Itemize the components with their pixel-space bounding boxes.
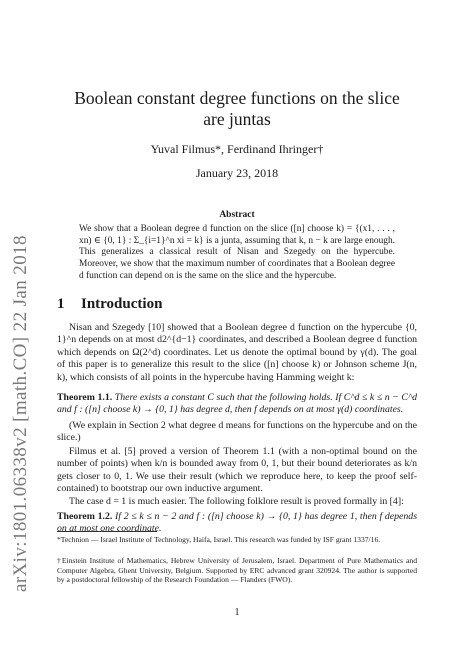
arxiv-identifier: arXiv:1801.06338v2 [math.CO] 22 Jan 2018	[10, 235, 31, 592]
theorem-1-1-text: There exists a constant C such that the following holds. If C^d ≤ k ≤ n − C^d and f : ([n] choose k) → {0, 1} has degree d, then f depends on at most γ(d) coordinates.	[57, 392, 417, 416]
theorem-1-1-label: Theorem 1.1.	[57, 392, 113, 403]
section-title: Introduction	[81, 296, 163, 312]
section-heading	[57, 296, 162, 313]
page-number: 1	[234, 607, 240, 618]
footnote-1: *Technion — Israel Institute of Technology, Haifa, Israel. This research was funded by ISF grant 1337/16.	[57, 535, 381, 544]
paragraph-filmus: Filmus et al. [5] proved a version of Theorem 1.1 (with a non-optimal bound on the number of points) when k/n is bounded away from 0, 1, but their bound deteriorates as k/n gets closer to 0, 1. We use their result (which we reproduce here, to keep the proof self-contained) to bootstrap our own inductive argument.	[57, 446, 417, 495]
section-number: 1	[57, 296, 65, 312]
theorem-1-1	[57, 392, 417, 417]
paragraph-intro: Nisan and Szegedy [10] showed that a Boolean degree d function on the hypercube {0, 1}^n depends on at most d2^{d−1} coordinates, and described a Boolean degree d function which depends on Ω(2^d) coordinates. Let us denote the optimal bound by γ(d). The goal of this paper is to generalize this result to the slice ([n] choose k) or Johnson scheme J(n, k), which consists of all points in the hypercube having Hamming weight k:	[57, 322, 417, 383]
theorem-1-2-text: If 2 ≤ k ≤ n − 2 and f : ([n] choose k) → {0, 1} has degree 1, then f depends on at most one coordinate.	[57, 511, 418, 535]
abstract-text: We show that a Boolean degree d function on the slice ([n] choose k) = {(x1, . . . , xn) ∈ {0, 1} : Σ_{i=1}^n xi = k} is a junta, assuming that k, n − k are large enough. This generalizes a classical result of Nisan and Szegedy on the hypercube. Moreover, we show that the maximum number of coordinates that a Boolean degree d function can depend on is the same on the slice and the hypercube.	[79, 224, 395, 281]
paragraph-degree-note: (We explain in Section 2 what degree d means for functions on the hypercube and on the slice.)	[57, 420, 417, 444]
paragraph-case-d1: The case d = 1 is much easier. The following folklore result is proved formally in [4]:	[69, 496, 404, 507]
abstract-heading: Abstract	[219, 210, 255, 220]
theorem-1-2-label: Theorem 1.2.	[57, 511, 113, 522]
theorem-1-2	[57, 511, 417, 536]
authors: Yuval Filmus*, Ferdinand Ihringer†	[150, 142, 324, 156]
paper-title	[70, 88, 404, 130]
title-line-1: Boolean constant degree functions on the slice	[74, 88, 400, 108]
footnote-2: †Einstein Institute of Mathematics, Hebrew University of Jerusalem, Israel. Department of Pure Mathematics and Computer Algebra, Ghent University, Belgium. Supported by ERC advanced grant 320924. The author is supported by a postdoctoral fellowship of the Research Foundation — Flanders (FWO).	[57, 556, 417, 585]
date: January 23, 2018	[195, 166, 279, 180]
footnote-rule	[57, 531, 157, 532]
title-line-2: are juntas	[203, 109, 271, 129]
